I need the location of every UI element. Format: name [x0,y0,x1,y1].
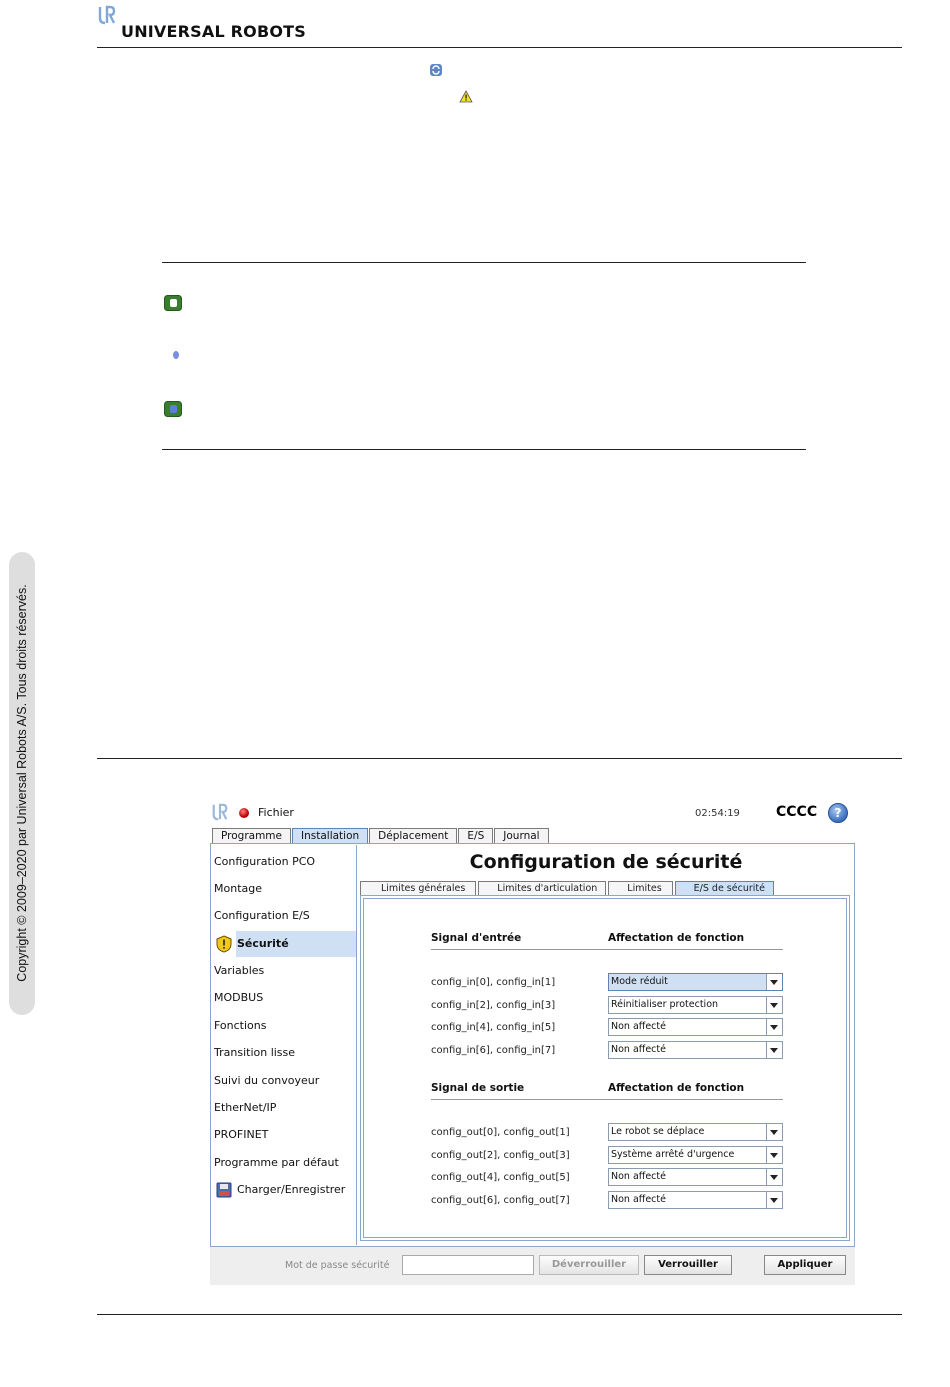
chevron-down-icon[interactable] [766,1042,782,1058]
warning-icon [459,90,473,103]
page-title: Configuration de sécurité [469,851,743,873]
figure-bottom-rule [97,1314,902,1315]
file-menu[interactable]: Fichier [258,806,294,819]
input-header-rule [431,949,783,950]
input-signal: config_in[4], config_in[5] [431,1022,556,1033]
output-signal: config_out[2], config_out[3] [431,1150,570,1161]
nav-item-profinet[interactable] [214,1122,356,1148]
select-value: Mode réduit [611,976,668,987]
chevron-down-icon[interactable] [766,997,782,1013]
input-function-select[interactable] [608,973,783,991]
subtab-limites-articulation[interactable]: Limites d'articulation [478,881,606,895]
input-signal: config_in[2], config_in[3] [431,1000,556,1011]
bottom-bar [210,1247,855,1285]
output-signal: config_out[0], config_out[1] [431,1127,570,1138]
select-value: Système arrêté d'urgence [611,1149,735,1160]
nav-item-configuration-es[interactable] [214,903,356,929]
ur-logo-icon [97,5,117,25]
nav-item-variables[interactable] [214,958,356,984]
input-signal-header: Signal d'entrée [431,932,522,944]
select-value: Réinitialiser protection [611,999,719,1010]
figure-top-rule [97,758,902,759]
nav-label: Programme par défaut [214,1156,339,1169]
safety-io-panel [360,895,850,1241]
chevron-down-icon[interactable] [766,1169,782,1185]
nav-label: Configuration E/S [214,909,310,922]
input-function-select[interactable] [608,1041,783,1059]
output-function-select[interactable] [608,1123,783,1141]
output-signal-header: Signal de sortie [431,1082,525,1094]
nav-label: Montage [214,882,262,895]
nav-item-programme-defaut[interactable] [214,1150,356,1176]
header-rule [97,47,902,48]
password-field[interactable] [402,1255,534,1275]
nav-label: Transition lisse [214,1046,296,1059]
nav-item-montage[interactable] [214,876,356,902]
brand-name: UNIVERSAL ROBOTS [121,22,306,41]
tab-es[interactable]: E/S [458,828,493,843]
select-value: Non affecté [611,1194,666,1205]
input-function-select[interactable] [608,996,783,1014]
output-function-select[interactable] [608,1168,783,1186]
top-bar [210,798,855,826]
nav-label: Variables [214,964,265,977]
table-top-rule [162,262,806,263]
subtab-es-securite[interactable]: E/S de sécurité [675,881,774,895]
toggle-safety-icon [164,295,182,311]
output-signal: config_out[4], config_out[5] [431,1172,570,1183]
select-value: Le robot se déplace [611,1126,705,1137]
robot-name: CCCC [776,804,818,820]
status-indicator-icon [239,808,249,818]
nav-label: Configuration PCO [214,855,316,868]
output-signal: config_out[6], config_out[7] [431,1195,570,1206]
safety-config-main [359,845,853,1245]
chevron-down-icon[interactable] [766,1147,782,1163]
select-value: Non affecté [611,1171,666,1182]
input-signal: config_in[0], config_in[1] [431,977,556,988]
toggle-reduced-icon [164,401,182,417]
select-value: Non affecté [611,1044,666,1055]
nav-label: MODBUS [214,991,264,1004]
password-label: Mot de passe sécurité [285,1260,390,1271]
nav-label: EtherNet/IP [214,1101,277,1114]
chevron-down-icon[interactable] [766,974,782,990]
safety-subtabs [360,881,776,895]
nav-item-charger-enregistrer[interactable] [214,1177,356,1203]
ur-logo-icon [211,803,229,821]
nav-item-transition-lisse[interactable] [214,1040,356,1066]
output-function-header: Affectation de fonction [608,1082,745,1094]
copyright-text: Copyright © 2009–2020 par Universal Robots A/S. Tous droits réservés. [15,584,29,982]
clock: 02:54:19 [695,808,740,819]
nav-label: PROFINET [214,1128,269,1141]
chevron-down-icon[interactable] [766,1019,782,1035]
output-header-rule [431,1099,783,1100]
subtab-limites[interactable]: Limites [608,881,672,895]
nav-item-ethernet-ip[interactable] [214,1095,356,1121]
shield-warning-icon [216,935,232,953]
nav-label: Fonctions [214,1019,267,1032]
installation-frame [210,843,855,1247]
unlock-button[interactable]: Déverrouiller [539,1255,639,1275]
tab-deplacement[interactable]: Déplacement [369,828,457,843]
nav-label: Sécurité [237,937,289,950]
tab-journal[interactable]: Journal [494,828,548,843]
output-function-select[interactable] [608,1146,783,1164]
nav-label: Charger/Enregistrer [237,1183,346,1196]
input-signal: config_in[6], config_in[7] [431,1045,556,1056]
main-tabs [212,828,550,843]
safety-config-screenshot [210,798,855,1285]
table-bottom-rule [162,449,806,450]
output-function-select[interactable] [608,1191,783,1209]
lock-button[interactable]: Verrouiller [644,1255,732,1275]
help-icon[interactable]: ? [828,803,848,823]
subtab-limites-generales[interactable]: Limites générales [360,881,476,895]
input-function-select[interactable] [608,1018,783,1036]
input-function-header: Affectation de fonction [608,932,745,944]
refresh-icon [429,63,443,77]
tab-installation[interactable]: Installation [292,828,368,843]
nav-item-securite[interactable] [214,931,356,957]
nav-label: Suivi du convoyeur [214,1074,320,1087]
tab-programme[interactable]: Programme [212,828,291,843]
nav-item-modbus[interactable] [214,985,356,1011]
dot-icon [172,350,180,360]
nav-item-fonctions[interactable] [214,1013,356,1039]
installation-nav [213,845,357,1245]
chevron-down-icon[interactable] [766,1124,782,1140]
select-value: Non affecté [611,1021,666,1032]
nav-item-configuration-pco[interactable] [214,849,356,875]
apply-button[interactable]: Appliquer [764,1255,846,1275]
floppy-disk-icon [216,1182,232,1198]
nav-item-suivi-convoyeur[interactable] [214,1068,356,1094]
chevron-down-icon[interactable] [766,1192,782,1208]
